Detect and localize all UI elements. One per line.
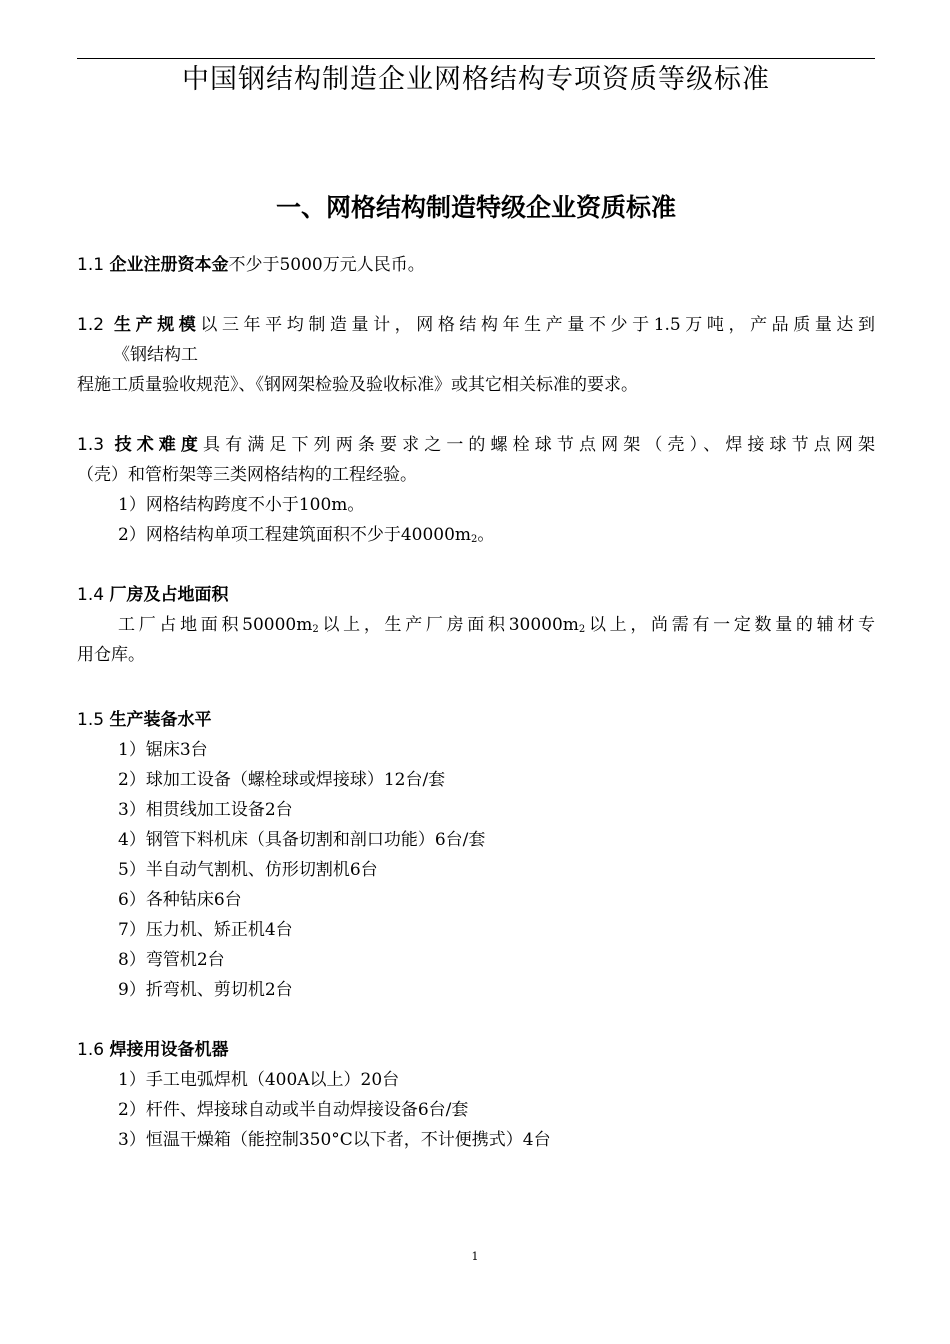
document-title: 中国钢结构制造企业网格结构专项资质等级标准 xyxy=(182,64,770,95)
item-text-end: 。 xyxy=(477,525,495,545)
clause-1-6 xyxy=(77,1035,875,1065)
list-item: 2）杆件、焊接球自动或半自动焊接设备6台/套 xyxy=(118,1100,469,1120)
list-item: 3）恒温干燥箱（能控制350°C以下者，不计便携式）4台 xyxy=(118,1130,551,1150)
clause-1-3-line-2: （壳）和管桁架等三类网格结构的工程经验。 xyxy=(77,465,417,485)
list-item: 7）压力机、矫正机4台 xyxy=(118,920,293,940)
clause-heading: 焊接用设备机器 xyxy=(109,1040,229,1060)
clause-text-line-1: 以三年平均制造量计，网格结构年生产量不少于1.5万吨，产品质量达到 xyxy=(200,315,875,335)
para-text: 工厂占地面积50000m xyxy=(118,615,313,635)
list-item: 8）弯管机2台 xyxy=(118,950,225,970)
clause-number: 1.4 xyxy=(77,585,105,605)
clause-number: 1.2 xyxy=(77,315,105,335)
clause-1-2-line-3: 程施工质量验收规范》、《钢网架检验及验收标准》或其它相关标准的要求。 xyxy=(77,375,638,395)
list-item: 1）锯床3台 xyxy=(118,740,208,760)
clause-heading: 企业注册资本金 xyxy=(109,255,229,275)
clause-1-3-item-1: 1）网格结构跨度不小于100m。 xyxy=(118,495,365,515)
list-item: 1）手工电弧焊机（400A以上）20台 xyxy=(118,1070,400,1090)
clause-heading: 生产规模 xyxy=(114,315,201,335)
clause-number: 1.6 xyxy=(77,1040,105,1060)
clause-1-3 xyxy=(77,430,875,460)
clause-heading: 厂房及占地面积 xyxy=(109,585,229,605)
clause-number: 1.5 xyxy=(77,710,105,730)
clause-text-line-1: 具有满足下列两条要求之一的螺栓球节点网架（壳）、焊接球节点网架 xyxy=(203,435,876,455)
list-item: 9）折弯机、剪切机2台 xyxy=(118,980,293,1000)
clause-heading: 技术难度 xyxy=(114,435,204,455)
para-text: 以上，尚需有一定数量的辅材专 xyxy=(585,615,876,635)
clause-heading: 生产装备水平 xyxy=(109,710,212,730)
list-item: 4）钢管下料机床（具备切割和剖口功能）6台/套 xyxy=(118,830,486,850)
section-heading: 一、网格结构制造特级企业资质标准 xyxy=(275,193,676,222)
list-item: 6）各种钻床6台 xyxy=(118,890,242,910)
page-number: 1 xyxy=(471,1250,479,1263)
clause-number: 1.3 xyxy=(77,435,105,455)
clause-1-3-item-2 xyxy=(118,520,875,555)
clause-1-2 xyxy=(77,310,875,340)
list-item: 5）半自动气割机、仿形切割机6台 xyxy=(118,860,378,880)
superscript-unit: 2 xyxy=(578,624,586,635)
clause-number: 1.1 xyxy=(77,255,105,275)
clause-1-5 xyxy=(77,705,875,735)
superscript-unit: 2 xyxy=(471,534,478,545)
clause-1-4 xyxy=(77,580,875,610)
para-text: 以上，生产厂房面积30000m xyxy=(318,615,579,635)
list-item: 3）相贯线加工设备2台 xyxy=(118,800,293,820)
item-text: 2）网格结构单项工程建筑面积不少于40000m xyxy=(118,525,472,545)
clause-text: 不少于5000万元人民币。 xyxy=(228,255,425,275)
clause-1-4-para-line-2: 用仓库。 xyxy=(77,645,145,665)
superscript-unit: 2 xyxy=(312,624,319,635)
list-item: 2）球加工设备（螺栓球或焊接球）12台/套 xyxy=(118,770,446,790)
clause-1-2-line-2: 《钢结构工 xyxy=(113,345,198,365)
clause-1-1 xyxy=(77,250,875,280)
